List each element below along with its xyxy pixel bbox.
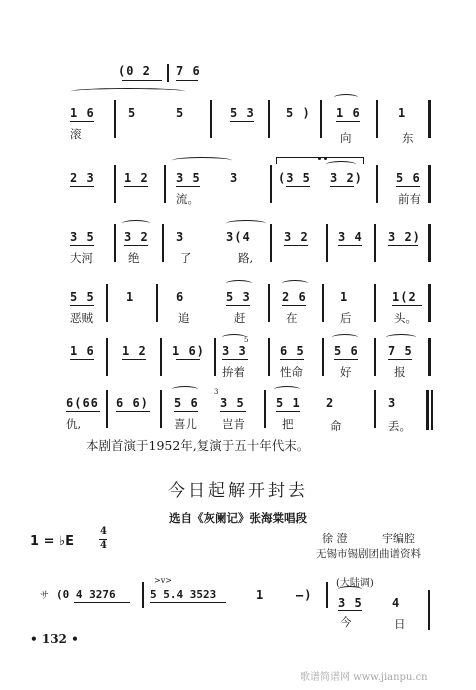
bar-line (320, 100, 322, 138)
bar-line (431, 390, 433, 430)
notation-cell: 3 5 (70, 230, 95, 244)
notation-cell: 3(4 (226, 230, 251, 244)
notation-system (0, 153, 476, 211)
notation-cell: (0 4 3276 (56, 588, 116, 601)
bar-line (322, 284, 324, 322)
slur (338, 586, 362, 593)
slur (274, 386, 300, 393)
lyric: 命 (330, 419, 342, 433)
lyric: 流。 (176, 192, 199, 206)
credit-organization: 无锡市锡剧团曲谱资料 (316, 548, 421, 560)
bar-line (264, 390, 266, 428)
slur (222, 334, 246, 341)
notation-cell: 3 (230, 171, 239, 185)
notation-cell: 5 5 (70, 290, 95, 304)
notation-cell: 7 6 (176, 64, 201, 78)
ornament-mark: 3 (214, 388, 219, 396)
bar-line (106, 284, 108, 322)
slur (172, 386, 198, 393)
page-number: • 132 • (30, 632, 79, 646)
key-signature: 1 = ♭E (30, 534, 75, 549)
bar-line (374, 284, 376, 322)
notation-cell: 1 6 (70, 344, 95, 358)
notation-cell: 5 3 (230, 106, 255, 120)
underline (286, 186, 310, 187)
underline (388, 245, 418, 246)
lyric: 向 (340, 131, 352, 145)
underline (74, 602, 130, 603)
underline (338, 245, 362, 246)
slur (172, 157, 232, 164)
underline (124, 245, 148, 246)
underline (116, 411, 150, 412)
bar-line (376, 100, 378, 138)
bar-line (428, 100, 431, 138)
underline (70, 121, 94, 122)
lyric: 性命 (280, 365, 303, 379)
meter-bottom: 4 (100, 540, 107, 551)
repeat-dot (318, 157, 321, 160)
underline (396, 186, 420, 187)
underline (284, 245, 308, 246)
notation-cell: 3 3 (222, 344, 247, 358)
underline (70, 186, 94, 187)
footnote: 本剧首演于1952年,复演于五十年代末。 (86, 438, 310, 453)
lyric: 了 (180, 251, 192, 265)
bar-line (164, 165, 166, 203)
slur (226, 280, 252, 287)
underline (280, 359, 304, 360)
notation-cell: 3 2 (124, 230, 149, 244)
lyric: 丢。 (388, 419, 411, 433)
notation-system (0, 572, 476, 632)
notation-cell: —) (296, 588, 313, 602)
bar-line (214, 338, 216, 376)
composer-name: 徐 澄 (322, 532, 348, 545)
notation-system (0, 272, 476, 330)
notation-cell: 6 (176, 290, 185, 304)
bar-line (428, 165, 431, 203)
notation-cell: 3 4 (338, 230, 363, 244)
notation-cell: 7 5 (388, 344, 413, 358)
notation-cell: 1 (126, 290, 135, 304)
notation-cell: 6 5 (280, 344, 305, 358)
bar-line (268, 284, 270, 322)
slur (70, 88, 186, 95)
bar-line (167, 64, 169, 82)
lyric: 今 (340, 615, 352, 629)
lyric: 大河 (70, 251, 93, 265)
notation-cell: 1 (398, 106, 407, 120)
underline (220, 411, 246, 412)
bar-line (270, 224, 272, 262)
bar-line (114, 165, 116, 203)
notation-cell: 1 6) (172, 344, 205, 358)
lyric: 头。 (394, 311, 417, 325)
notation-cell: 1 (256, 588, 265, 602)
notation-cell: 3 5 (220, 396, 245, 410)
notation-cell: 5 3 (226, 290, 251, 304)
lyric: 把 (282, 417, 294, 431)
notation-cell: 2 (326, 396, 335, 410)
lyric: 赶 (234, 311, 246, 325)
bar-line (106, 390, 108, 428)
bar-line (426, 390, 429, 430)
bar-line (210, 100, 212, 138)
composer-role: 宇编腔 (382, 532, 415, 545)
bar-line (428, 338, 431, 376)
tune-label: (大陆调) (336, 578, 374, 589)
underline (70, 359, 94, 360)
bar-line (374, 390, 376, 428)
ornament-mark: 5 (244, 336, 249, 344)
watermark: 歌谱简谱网 www.jianpu.cn (300, 672, 428, 683)
bar-line (114, 224, 116, 262)
slur (332, 334, 358, 341)
notation-cell: 3 (388, 396, 397, 410)
bar-line (268, 338, 270, 376)
underline (70, 305, 94, 306)
lyric: 绝 (128, 251, 140, 265)
slur (386, 334, 416, 341)
lyric: 前有 (398, 192, 421, 206)
notation-cell: 5 6 (334, 344, 359, 358)
notation-system (0, 378, 476, 438)
underline (276, 411, 300, 412)
underline (334, 359, 358, 360)
notation-cell: 1 (340, 290, 349, 304)
notation-cell: 4 (392, 596, 401, 610)
underline (122, 359, 146, 360)
slur (122, 220, 150, 227)
notation-system (0, 88, 476, 148)
notation-cell: 5 (128, 106, 137, 120)
bar-line (428, 590, 430, 630)
underline (222, 359, 248, 360)
bar-line (160, 390, 162, 428)
underline (230, 121, 254, 122)
lyric: 好 (340, 365, 352, 379)
underline (388, 359, 412, 360)
bar-line (428, 284, 431, 322)
song-title: 今日起解开封去 (168, 481, 308, 501)
notation-cell: 5 6 (174, 396, 199, 410)
bar-line (156, 284, 158, 322)
notation-cell: 3 (176, 230, 185, 244)
lyric: 路, (238, 251, 254, 265)
lyric: 拚着 (222, 365, 245, 379)
lyric: 日 (394, 617, 406, 631)
lyric: 恶贼 (70, 311, 93, 325)
lyric: 后 (340, 311, 352, 325)
notation-cell: 3 5 (338, 596, 363, 610)
underline (70, 245, 94, 246)
notation-system (0, 326, 476, 384)
lyric: 喜儿 (174, 417, 197, 431)
notation-system (0, 212, 476, 270)
underline (150, 602, 226, 603)
notation-cell: 1 6 (70, 106, 95, 120)
underline (330, 186, 354, 187)
notation-cell: 3 2 (284, 230, 309, 244)
bar-line (374, 338, 376, 376)
underline (226, 305, 250, 306)
underline (176, 80, 198, 81)
lyric: 在 (286, 311, 298, 325)
lyric: 报 (394, 365, 406, 379)
bar-line (162, 224, 164, 262)
notation-cell: (3 5 (278, 171, 311, 185)
bar-line (106, 338, 108, 376)
notation-cell: 6(66 (66, 396, 99, 410)
lyric: 追 (178, 311, 190, 325)
notation-cell: 5 ) (286, 106, 311, 120)
notation-cell: 5 (176, 106, 185, 120)
notation-cell: 2 6 (282, 290, 307, 304)
lyric: 滚 (70, 127, 82, 141)
bar-line (114, 100, 116, 138)
underline (174, 411, 198, 412)
repeat-dot (324, 157, 327, 160)
bar-line (270, 165, 272, 203)
bar-line (326, 224, 328, 262)
underline (122, 80, 162, 81)
notation-cell: 6 6) (116, 396, 149, 410)
song-source: 选自《灰阑记》张海棠唱段 (169, 511, 307, 525)
underline (124, 186, 148, 187)
underline (338, 610, 362, 611)
notation-cell: 3 2) (388, 230, 421, 244)
notation-cell: 1 2 (124, 171, 149, 185)
slur (282, 280, 308, 287)
notation-cell: 5 1 (276, 396, 301, 410)
bar-line (326, 582, 328, 608)
meter-top: 4 (100, 526, 107, 537)
notation-cell: 5 6 (396, 171, 421, 185)
accent-marks: >v> (154, 576, 172, 585)
underline (176, 186, 200, 187)
bar-line (376, 165, 378, 203)
notation-cell: 5 5.4 3523 (150, 588, 217, 601)
bar-line (160, 338, 162, 376)
bar-line (268, 100, 270, 138)
underline (282, 305, 306, 306)
bar-line (142, 582, 144, 608)
notation-cell: 2 3 (70, 171, 95, 185)
bar-line (428, 224, 431, 262)
notation-cell: 3 2) (330, 171, 363, 185)
slur (334, 94, 358, 101)
underline (336, 121, 360, 122)
bar-line (374, 224, 376, 262)
notation-cell: 3 5 (176, 171, 201, 185)
slur (226, 220, 266, 227)
underline (66, 411, 100, 412)
notation-cell: 1 2 (122, 344, 147, 358)
lyric: 岂肯 (222, 417, 245, 431)
notation-cell: 1(2 (392, 290, 417, 304)
notation-cell: 1 6 (336, 106, 361, 120)
notation-cell: (0 2 (118, 64, 151, 78)
tempo-mark: サ (40, 591, 50, 601)
lyric: 东 (402, 131, 414, 145)
lyric: 仇, (66, 417, 82, 431)
underline (392, 305, 422, 306)
bar-line (322, 338, 324, 376)
pre-line (0, 62, 476, 82)
underline (176, 359, 200, 360)
